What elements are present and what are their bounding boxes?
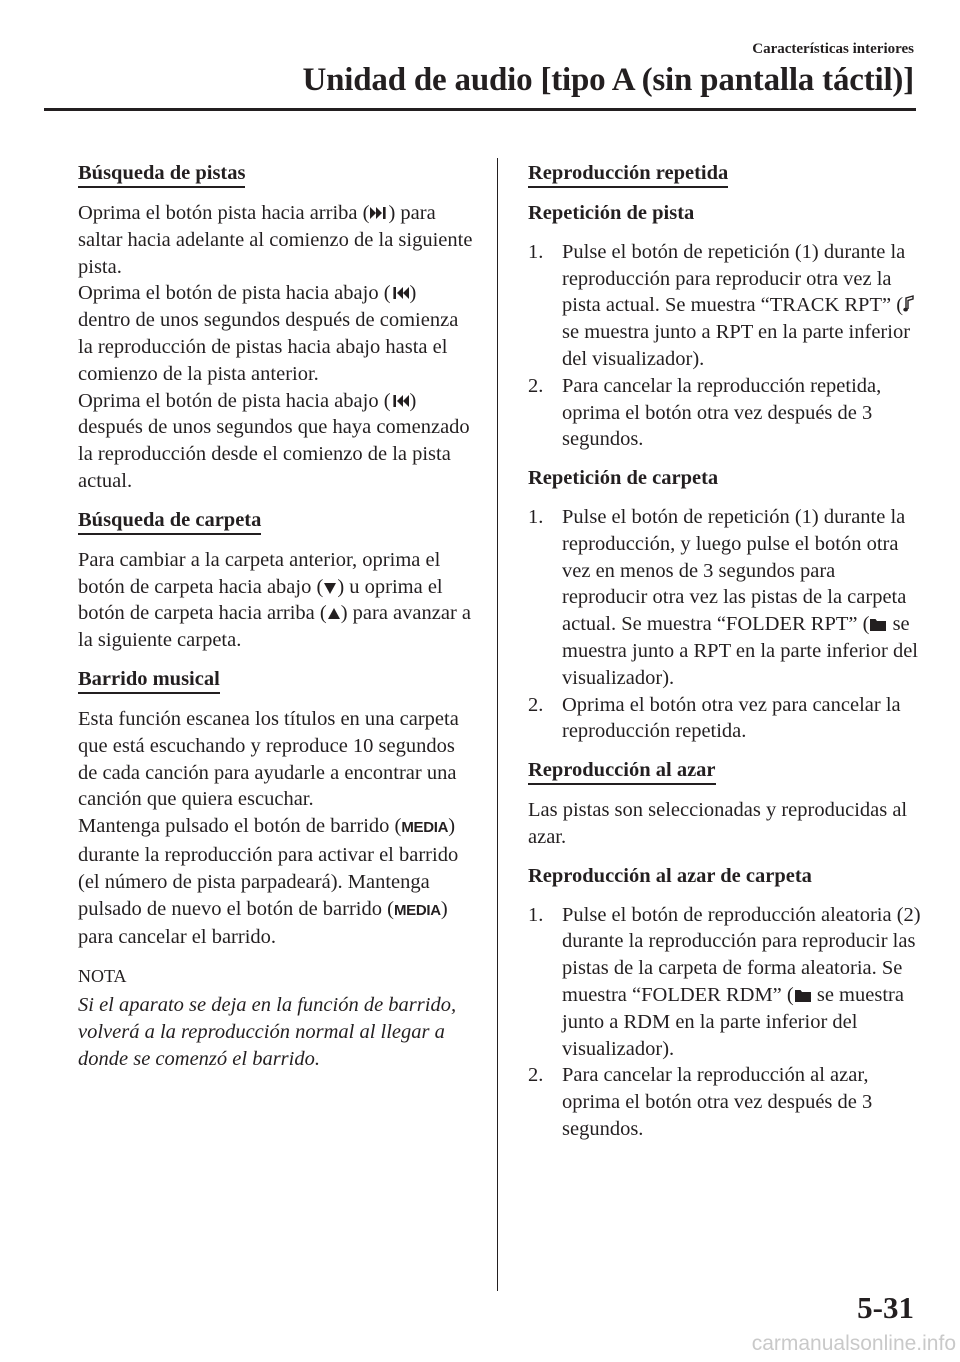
folder-icon	[869, 616, 887, 632]
down-triangle-icon	[323, 581, 337, 595]
section-title-repeat: Reproducción repetida	[528, 161, 728, 188]
paragraph-scan-description: Esta función escanea los títulos en una carpeta que está escuchando y reproduce 10 segundos de cada canción para ayudarle a encontrar una canción que quiera escuchar.	[78, 707, 459, 811]
left-column	[78, 160, 473, 1084]
folder-icon	[794, 987, 812, 1003]
prev-track-icon	[391, 285, 410, 301]
paragraph-folder-search: Para cambiar a la carpeta anterior, oprima el botón de carpeta hacia abajo ( ) u oprima el botón de carpeta hacia arriba ( ) para avanzar a la siguiente carpeta.	[78, 548, 472, 652]
up-triangle-icon	[327, 607, 341, 621]
subheading-track-repeat: Repetición de pista	[528, 202, 695, 224]
paragraph-scan-instructions: Mantenga pulsado el botón de barrido (MEDIA) durante la reproducción para activar el barrido (el número de pista parpadeará). Mantenga pulsado de nuevo el botón de barrido (MEDIA) para cancelar el barrido.	[78, 815, 459, 949]
watermark: carmanualsonline.info	[751, 1332, 956, 1355]
list-item: 2. Para cancelar la reproducción repetida, oprima el botón otra vez después de 3 segundos.	[528, 374, 882, 451]
paragraph-prev-track-2: Oprima el botón de pista hacia abajo ( ) después de unos segundos que haya comenzado la reproducción desde el comienzo de la pista actual.	[78, 389, 470, 492]
header-rule	[44, 108, 916, 111]
paragraph-next-track: Oprima el botón pista hacia arriba ( ) para saltar hacia adelante al comienzo de la siguiente pista.	[78, 202, 473, 278]
page-number: 5-31	[857, 1290, 914, 1325]
column-divider	[497, 158, 498, 1291]
prev-track-icon	[391, 393, 410, 409]
subheading-folder-repeat: Repetición de carpeta	[528, 467, 719, 490]
track-repeat-steps	[528, 239, 923, 453]
header-chapter: Características interiores	[752, 41, 914, 57]
folder-random-steps	[528, 902, 923, 1143]
list-item: 1. Pulse el botón de reproducción aleatoria (2) durante la reproducción para reproducir las pistas de la carpeta de forma aleatoria. Se muestra “FOLDER RDM” ( se muestra junto a RDM en la parte inferior del visualizador).	[528, 903, 921, 1060]
media-button-label: MEDIA	[393, 901, 441, 919]
section-title-track-search: Búsqueda de pistas	[78, 161, 245, 188]
media-button-label: MEDIA	[401, 819, 449, 837]
right-column	[528, 160, 923, 1155]
section-title-music-scan: Barrido musical	[78, 667, 220, 694]
list-item: 2. Para cancelar la reproducción al azar, oprima el botón otra vez después de 3 segundos.	[528, 1064, 873, 1140]
note-label: NOTA	[78, 966, 127, 987]
folder-repeat-steps	[528, 504, 923, 745]
list-item: 2. Oprima el botón otra vez para cancelar la reproducción repetida.	[528, 693, 901, 743]
paragraph-prev-track-1: Oprima el botón de pista hacia abajo ( ) dentro de unos segundos después de comienza la reproducción de pistas hacia abajo hasta el comienzo de la pista anterior.	[78, 282, 459, 385]
page-title: Unidad de audio [tipo A (sin pantalla táctil)]	[302, 62, 914, 98]
list-item: 1. Pulse el botón de repetición (1) durante la reproducción para reproducir otra vez la pista actual. Se muestra “TRACK RPT” ( se muestra junto a RPT en la parte inferior del visualizador).	[528, 239, 923, 373]
section-title-random: Reproducción al azar	[528, 758, 716, 785]
subheading-folder-random: Reproducción al azar de carpeta	[528, 864, 812, 887]
music-note-icon	[903, 295, 914, 313]
note-text: Si el aparato se deja en la función de barrido, volverá a la reproducción normal al llegar a donde se comenzó el barrido.	[78, 993, 457, 1070]
section-title-folder-search: Búsqueda de carpeta	[78, 508, 261, 535]
next-track-icon	[369, 205, 388, 221]
list-item: 1. Pulse el botón de repetición (1) durante la reproducción, y luego pulse el botón otra vez en menos de 3 segundos para reproducir otra vez las pistas de la carpeta actual. Se muestra “FOLDER RPT” ( se muestra junto a RPT en la parte inferior del visualizador).	[528, 505, 918, 689]
paragraph-random-description: Las pistas son seleccionadas y reproducidas al azar.	[528, 799, 908, 848]
